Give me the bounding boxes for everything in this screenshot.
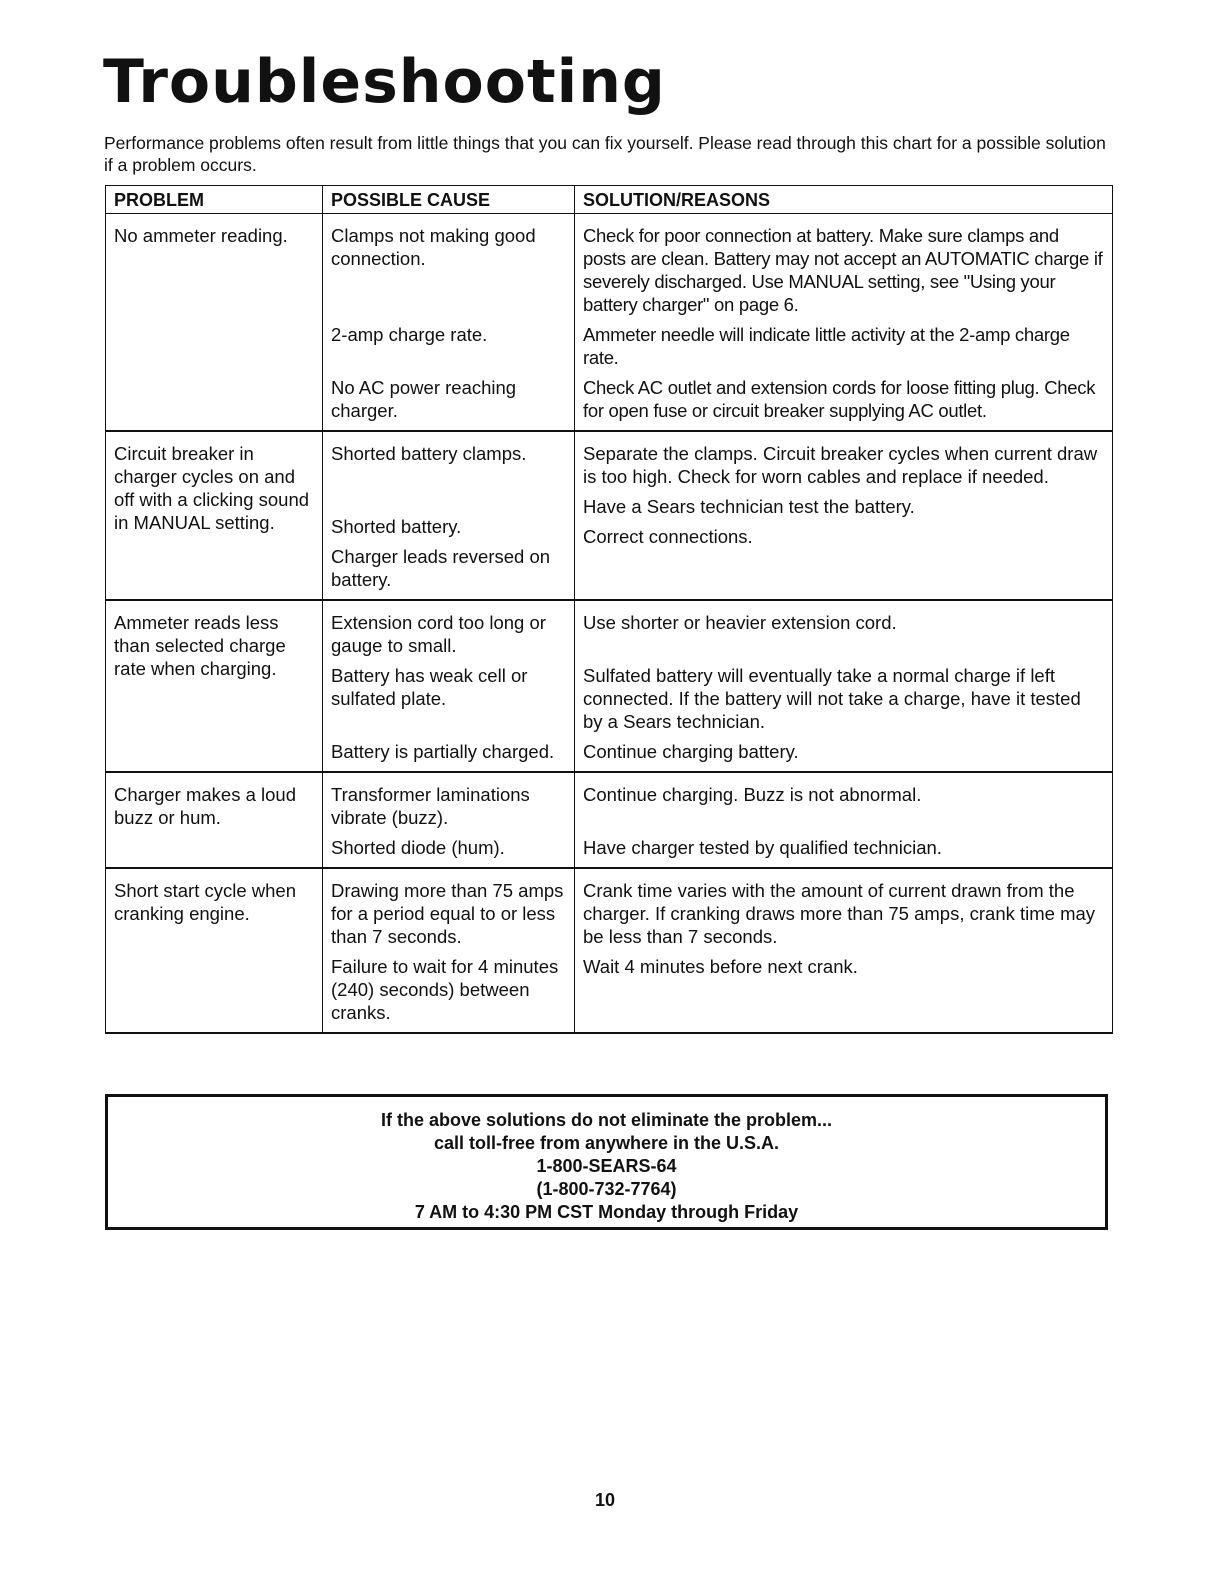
solution-cell: [575, 868, 1113, 1033]
cause-text: Failure to wait for 4 minutes (240) seconds) between cranks.: [331, 956, 559, 1023]
solution-text: Check AC outlet and extension cords for loose fitting plug. Check for open fuse or circuit breaker supplying AC outlet.: [583, 377, 1096, 421]
cause-text: Clamps not making good connection.: [331, 225, 536, 269]
problem-cell: Circuit breaker in charger cycles on and off with a clicking sound in MANUAL setting.: [106, 431, 323, 600]
cause-text: Battery is partially charged.: [331, 741, 555, 762]
solution-cell: [575, 600, 1113, 772]
cause-cell: [323, 868, 575, 1033]
help-hours: 7 AM to 4:30 PM CST Monday through Friday: [414, 1202, 799, 1222]
page-title: Troubleshooting: [103, 47, 666, 117]
page-number: 10: [594, 1490, 616, 1510]
problem-cell: Ammeter reads less than selected charge rate when charging.: [106, 600, 323, 772]
cause-text: Shorted battery clamps.: [331, 443, 527, 464]
cause-text: 2-amp charge rate.: [331, 324, 488, 345]
help-line-1: If the above solutions do not eliminate the problem...: [380, 1110, 833, 1130]
table-header-row: [106, 186, 1113, 214]
table-row: [106, 868, 1113, 1033]
solution-text: Use shorter or heavier extension cord.: [583, 612, 897, 633]
solution-cell: [575, 431, 1113, 600]
intro-text: Performance problems often result from little things that you can fix yourself. Please read through this chart for a possible solution if a problem occurs.: [104, 133, 1106, 175]
cause-text: Transformer laminations vibrate (buzz).: [331, 784, 530, 828]
solution-text: Separate the clamps. Circuit breaker cycles when current draw is too high. Check for worn cables and replace if needed.: [583, 443, 1098, 487]
table-row: [106, 214, 1113, 432]
solution-cell: [575, 772, 1113, 868]
help-phone-number: (1-800-732-7764): [536, 1179, 677, 1199]
cause-text: Extension cord too long or gauge to small.: [331, 612, 546, 656]
problem-cell: Charger makes a loud buzz or hum.: [106, 772, 323, 868]
solution-text: Have charger tested by qualified technician.: [583, 837, 942, 858]
problem-cell: Short start cycle when cranking engine.: [106, 868, 323, 1033]
cause-text: Charger leads reversed on battery.: [331, 546, 551, 590]
cause-text: No AC power reaching charger.: [331, 377, 517, 421]
table-row: [106, 431, 1113, 600]
solution-text: Sulfated battery will eventually take a normal charge if left connected. If the battery will not take a charge, have it tested by a Sears technician.: [583, 665, 1081, 732]
customer-help-box: [105, 1094, 1108, 1230]
problem-cell: No ammeter reading.: [106, 214, 323, 432]
solution-text: Ammeter needle will indicate little activity at the 2-amp charge rate.: [583, 324, 1070, 368]
troubleshooting-table: [105, 185, 1113, 1034]
cause-cell: [323, 772, 575, 868]
solution-cell: [575, 214, 1113, 432]
cause-text: Battery has weak cell or sulfated plate.: [331, 665, 528, 709]
table-row: [106, 600, 1113, 772]
solution-text: Continue charging battery.: [583, 741, 799, 762]
cause-cell: [323, 214, 575, 432]
header-possible-cause: POSSIBLE CAUSE: [323, 186, 575, 214]
solution-text: Check for poor connection at battery. Make sure clamps and posts are clean. Battery may not accept an AUTOMATIC charge if severely discharged. Use MANUAL setting, see "Using your battery charger" on page 6.: [583, 225, 1103, 315]
solution-text: Wait 4 minutes before next crank.: [583, 956, 858, 977]
cause-text: Shorted battery.: [331, 516, 462, 537]
cause-cell: [323, 431, 575, 600]
solution-text: Correct connections.: [583, 526, 753, 547]
help-phone-word: 1-800-SEARS-64: [536, 1156, 677, 1176]
solution-text: Have a Sears technician test the battery.: [583, 496, 915, 517]
help-line-2: call toll-free from anywhere in the U.S.A.: [433, 1133, 780, 1153]
solution-text: Crank time varies with the amount of current drawn from the charger. If cranking draws more than 75 amps, crank time may be less than 7 seconds.: [583, 880, 1096, 947]
cause-text: Shorted diode (hum).: [331, 837, 505, 858]
table-row: [106, 772, 1113, 868]
cause-cell: [323, 600, 575, 772]
header-problem: PROBLEM: [106, 186, 323, 214]
cause-text: Drawing more than 75 amps for a period equal to or less than 7 seconds.: [331, 880, 564, 947]
solution-text: Continue charging. Buzz is not abnormal.: [583, 784, 922, 805]
header-solution-reasons: SOLUTION/REASONS: [575, 186, 1113, 214]
